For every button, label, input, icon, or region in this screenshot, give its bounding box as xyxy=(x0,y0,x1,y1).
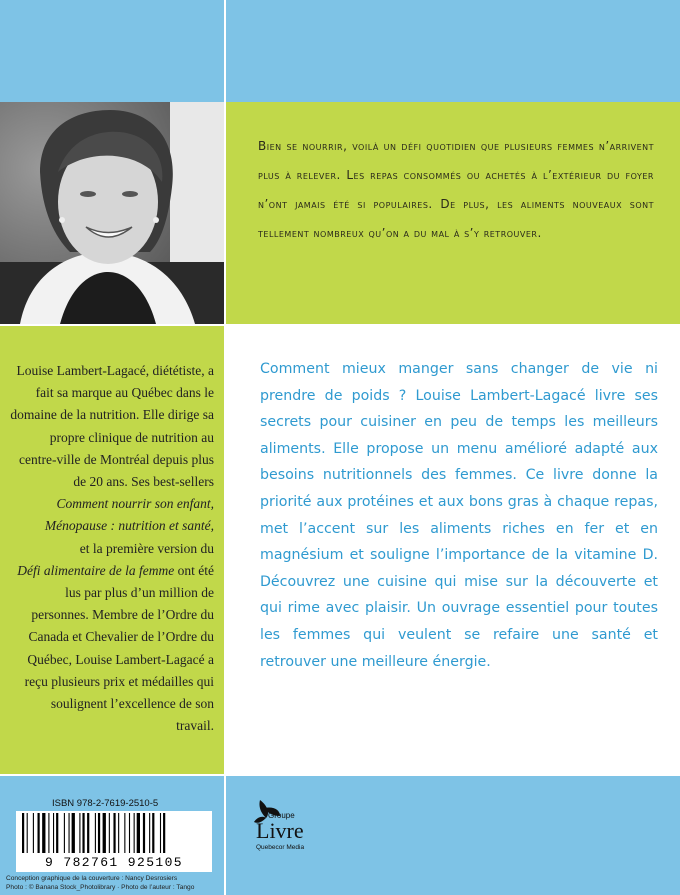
description-text: Comment mieux manger sans changer de vie ni prendre de poids ? Louise Lambert-Lagacé livre ses secrets pour cuisiner en peu de temps les meilleurs aliments. Elle propose un menu amélioré adapté aux besoins nutritionnels des femmes. Ce livre donne la priorité aux protéines et aux bons gras à chaque repas, met l’accent sur les aliments riches en fer et en magnésium et souligne l’importance de la vitamine D. Découvrez une cuisine qui mise sur la découverte et qui rime avec plaisir. Un ouvrage essentiel pour toutes les femmes qui veulent se refaire une santé et retrouver une meilleure énergie. xyxy=(260,361,658,670)
bio-outro: ont été lus par plus d’un million de personnes. Membre de l’Ordre du Canada et Chevalier de l’Ordre du Québec, Louise Lambert-Lagacé a reçu plusieurs prix et médailles qui soulignent l’excellence de son travail. xyxy=(24,562,214,734)
credits-line-1: Conception graphique de la couverture : Nancy Desrosiers xyxy=(6,875,178,882)
credits-line-2: Photo : © Banana Stock_Photolibrary · Photo de l’auteur : Tango xyxy=(6,884,195,891)
bio-book-title-3: Défi alimentaire de la femme xyxy=(17,562,175,578)
author-bio-panel xyxy=(0,326,224,774)
bio-book-title-1: Comment nourrir son enfant, xyxy=(56,496,214,512)
bio-mid: et la première version du xyxy=(79,540,214,556)
publisher-sub: Quebecor Media xyxy=(256,844,305,851)
publisher-groupe: Groupe xyxy=(268,811,295,820)
description-panel xyxy=(226,326,680,774)
barcode-number: 9 782761 925105 xyxy=(16,855,212,872)
bio-book-title-2: Ménopause : nutrition et santé, xyxy=(44,518,214,534)
top-right-color-block xyxy=(226,0,680,102)
isbn-label: ISBN 978-2-7619-2510-5 xyxy=(52,798,159,809)
bio-intro: Louise Lambert-Lagacé, diététiste, a fait sa marque au Québec dans le domaine de la nutrition. Elle dirige sa propre clinique de nutrition au centre-ville de Montréal depuis plus de 20 ans. Ses best-sellers xyxy=(10,363,214,490)
publisher-livre: Livre xyxy=(256,818,304,843)
blurb-panel xyxy=(226,102,680,324)
author-photo xyxy=(0,102,224,324)
top-left-color-block xyxy=(0,0,224,102)
author-bio xyxy=(10,360,214,737)
blurb-text: Bien se nourrir, voilà un défi quotidien que plusieurs femmes n’arrivent plus à relever. Les repas consommés ou achetés à l’extérieur du foyer n’ont jamais été si populaires. De plus, les aliments nouveaux sont tellement nombreux qu’on a du mal à s’y retrouver. xyxy=(258,139,654,240)
credits xyxy=(6,874,226,892)
